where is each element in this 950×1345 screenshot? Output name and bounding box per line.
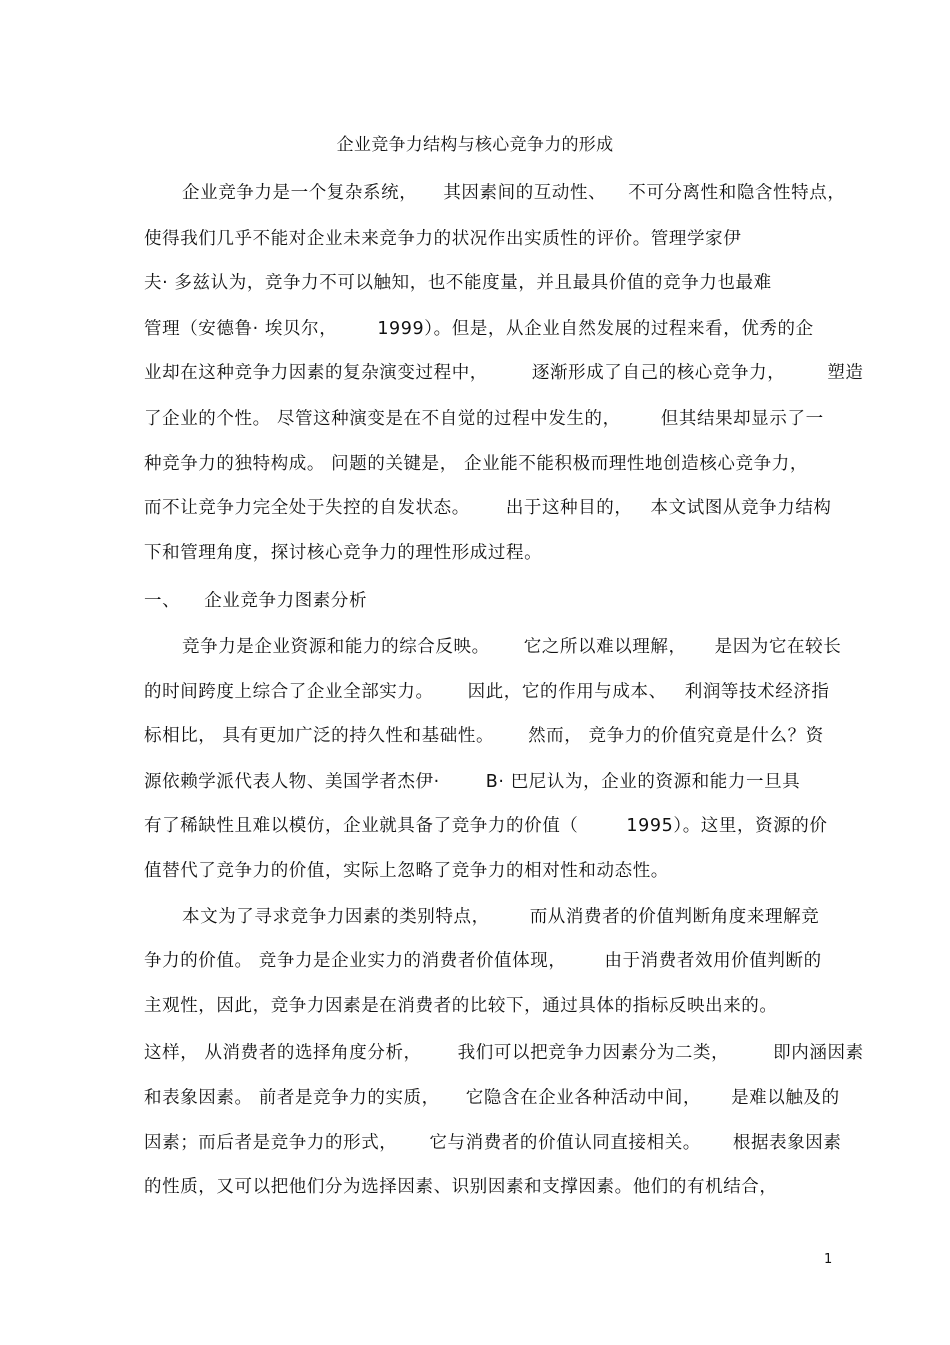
text-segment: 了企业的个性。 尽管这种演变是在不自觉的过程中发生的， — [144, 409, 621, 429]
text-segment: 因此，它的作用与成本、 — [467, 682, 667, 702]
text-segment: 利润等技术经济指 — [684, 682, 830, 702]
text-line — [144, 636, 882, 658]
text-line — [144, 771, 844, 793]
text-segment: 它与消费者的价值认同直接相关。 — [429, 1133, 701, 1153]
text-line — [144, 453, 844, 475]
text-segment: 根据表象因素 — [732, 1133, 842, 1153]
text-segment: 塑造 — [827, 363, 864, 383]
text-line — [144, 542, 844, 564]
text-line — [144, 408, 844, 430]
text-line — [144, 995, 844, 1017]
text-segment: 业却在这种竞争力因素的复杂演变过程中， — [144, 363, 488, 383]
text-line — [144, 950, 844, 972]
text-segment: 企业竞争力是一个复杂系统， — [182, 183, 418, 203]
text-line — [144, 906, 882, 928]
text-segment: 是难以触及的 — [731, 1088, 840, 1108]
text-segment: 其因素间的互动性、 — [443, 183, 607, 203]
text-line — [144, 272, 844, 294]
text-segment: 本文试图从竞争力结构 — [650, 498, 832, 518]
text-segment: 管理（安德鲁· 埃贝尔， — [144, 319, 338, 339]
text-segment: 有了稀缺性且难以模仿，企业就具备了竞争力的价值（ — [144, 816, 579, 836]
text-segment: 它隐含在企业各种活动中间， — [465, 1088, 702, 1108]
text-segment: 而不让竞争力完全处于失控的自发状态。 — [144, 498, 470, 518]
text-segment: 但其结果却显示了一 — [660, 409, 824, 429]
text-line — [144, 725, 844, 747]
text-segment: 逐渐形成了自己的核心竞争力， — [531, 363, 786, 383]
section-number: 一、 — [144, 591, 181, 611]
text-segment: 由于消费者效用价值判断的 — [604, 951, 822, 971]
section-title: 企业竞争力图素分析 — [204, 591, 368, 611]
text-segment: 出于这种目的， — [505, 498, 633, 518]
text-segment: 1995）。这里，资源的价 — [626, 816, 828, 836]
text-segment: 下和管理角度，探讨核心竞争力的理性形成过程。 — [144, 543, 543, 563]
text-line — [144, 362, 864, 384]
text-line — [144, 1042, 864, 1064]
text-segment: 我们可以把竞争力因素分为二类， — [457, 1043, 730, 1063]
text-segment: 值替代了竞争力的价值，实际上忽略了竞争力的相对性和动态性。 — [144, 861, 669, 881]
text-segment: 源依赖学派代表人物、美国学者杰伊· — [144, 772, 440, 792]
text-segment: 种竞争力的独特构成。 问题的关键是， 企业能不能积极而理性地创造核心竞争力， — [144, 454, 808, 474]
text-line — [144, 182, 882, 204]
text-segment: 主观性，因此，竞争力因素是在消费者的比较下，通过具体的指标反映出来的。 — [144, 996, 778, 1016]
text-segment: 使得我们几乎不能对企业未来竞争力的状况作出实质性的评价。管理学家伊 — [144, 229, 742, 249]
text-line — [144, 1087, 844, 1109]
text-segment: 竞争力是企业资源和能力的综合反映。 — [182, 637, 490, 657]
text-segment: 标相比， 具有更加广泛的持久性和基础性。 — [144, 726, 495, 746]
text-line — [144, 497, 844, 519]
text-segment: 夫· 多兹认为，竞争力不可以触知，也不能度量，并且最具价值的竞争力也最难 — [144, 273, 772, 293]
text-line — [144, 1132, 844, 1154]
text-line — [144, 860, 844, 882]
text-segment: 而从消费者的价值判断角度来理解竞 — [529, 907, 820, 927]
text-line — [144, 318, 844, 340]
section-heading — [144, 590, 844, 612]
document-title: 企业竞争力结构与核心竞争力的形成 — [336, 135, 614, 155]
text-segment: 本文为了寻求竞争力因素的类别特点， — [182, 907, 490, 927]
text-segment: 争力的价值。 竞争力是企业实力的消费者价值体现， — [144, 951, 567, 971]
text-segment: 1999）。但是，从企业自然发展的过程来看，优秀的企 — [377, 319, 814, 339]
text-segment: 这样， 从消费者的选择角度分析， — [144, 1043, 422, 1063]
page-number: 1 — [824, 1252, 833, 1267]
text-line — [144, 228, 844, 250]
text-segment: B· 巴尼认为，企业的资源和能力一旦具 — [485, 772, 801, 792]
text-segment: 和表象因素。 前者是竞争力的实质， — [144, 1088, 440, 1108]
text-segment: 因素；而后者是竞争力的形式， — [144, 1133, 398, 1153]
text-segment: 然而， 竞争力的价值究竟是什么？资 — [528, 726, 824, 746]
text-segment: 的时间跨度上综合了企业全部实力。 — [144, 682, 434, 702]
text-segment: 即内涵因素 — [773, 1043, 864, 1063]
text-line — [144, 815, 844, 837]
text-segment: 它之所以难以理解， — [523, 637, 687, 657]
text-segment: 是因为它在较长 — [714, 637, 842, 657]
text-line — [144, 1176, 844, 1198]
text-segment: 的性质，又可以把他们分为选择因素、识别因素和支撑因素。他们的有机结合， — [144, 1177, 778, 1197]
text-line — [144, 681, 844, 703]
text-segment: 不可分离性和隐含性特点， — [628, 183, 846, 203]
